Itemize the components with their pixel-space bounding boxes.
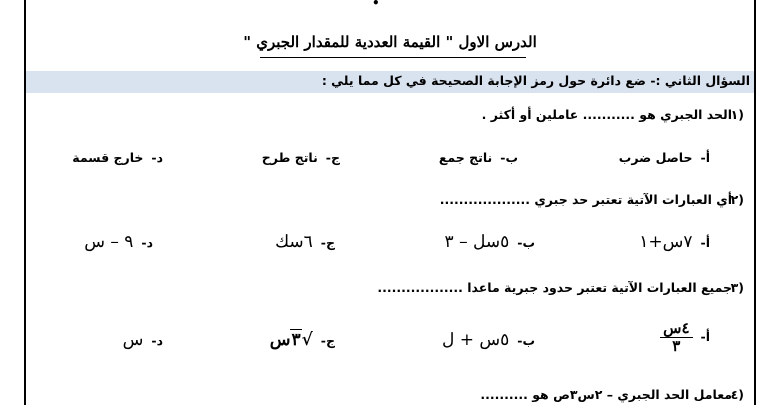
- option-text: ناتج جمع: [438, 150, 493, 165]
- option-label: د-: [151, 333, 163, 348]
- q3-option-d[interactable]: [123, 330, 163, 350]
- fraction-numerator: ٤س: [663, 319, 690, 337]
- q2-option-a[interactable]: [639, 232, 710, 252]
- option-label: أ-: [700, 329, 710, 344]
- q3-option-b[interactable]: [442, 330, 535, 350]
- q2-stem: أي العبارات الآتية تعتبر حد جبري ...................: [439, 192, 732, 207]
- q4-stem: معامل الحد الجبري – ٢س٣ص هو ..........: [480, 387, 732, 402]
- option-label: د-: [151, 150, 163, 165]
- q3-option-a[interactable]: [660, 320, 710, 355]
- square-root-expression: [270, 329, 313, 350]
- q1-option-b[interactable]: [439, 150, 518, 165]
- option-expression: س: [122, 330, 144, 350]
- lesson-title: الدرس الاول " القيمة العددية للمقدار الجبري ": [243, 33, 537, 51]
- title-underline: [260, 57, 526, 58]
- option-label: أ-: [700, 150, 710, 165]
- option-expression: ٧س+١: [639, 232, 693, 252]
- q3-option-c[interactable]: [270, 330, 335, 350]
- q2-number: ٢): [730, 192, 744, 207]
- option-expression: ٥س + ل: [441, 330, 510, 350]
- option-label: ب-: [500, 150, 518, 165]
- sqrt-sign: √: [301, 330, 313, 350]
- option-text: حاصل ضرب: [618, 150, 693, 165]
- q2-option-d[interactable]: [84, 232, 153, 252]
- option-text: خارج قسمة: [72, 150, 144, 165]
- option-label: ب-: [517, 333, 535, 348]
- q1-option-d[interactable]: [72, 150, 163, 165]
- option-label: ج-: [325, 150, 340, 165]
- fraction: [660, 320, 692, 355]
- option-label: ب-: [517, 235, 535, 250]
- q1-option-a[interactable]: [619, 150, 710, 165]
- top-mark: •: [372, 0, 380, 10]
- sqrt-radicand: ٣: [291, 330, 301, 350]
- option-expression: ٥سل – ٣: [444, 232, 510, 252]
- option-expression: ٦سك: [275, 232, 313, 252]
- sqrt-suffix: س: [269, 330, 291, 350]
- option-label: ج-: [320, 235, 335, 250]
- q4-number: ٤): [730, 387, 744, 402]
- q2-option-b[interactable]: [445, 232, 535, 252]
- q1-option-c[interactable]: [262, 150, 340, 165]
- option-label: د-: [141, 235, 153, 250]
- q1-stem: الحد الجبري هو ........... عاملين أو أكثر .: [481, 107, 732, 122]
- option-text: ناتج طرح: [261, 150, 318, 165]
- question-header: السؤال الثاني :- ضع دائرة حول رمز الإجابة الصحيحة في كل مما يلي :: [321, 73, 750, 88]
- option-label: ج-: [320, 333, 335, 348]
- q3-stem: جميع العبارات الآتية تعتبر حدود جبرية ماعدا ..................: [377, 280, 732, 295]
- fraction-denominator: ٣: [660, 337, 692, 355]
- option-expression: ٩ – س: [84, 232, 134, 252]
- option-label: أ-: [700, 235, 710, 250]
- q2-option-c[interactable]: [275, 232, 335, 252]
- q3-number: ٣): [730, 280, 744, 295]
- q1-number: ١): [730, 107, 744, 122]
